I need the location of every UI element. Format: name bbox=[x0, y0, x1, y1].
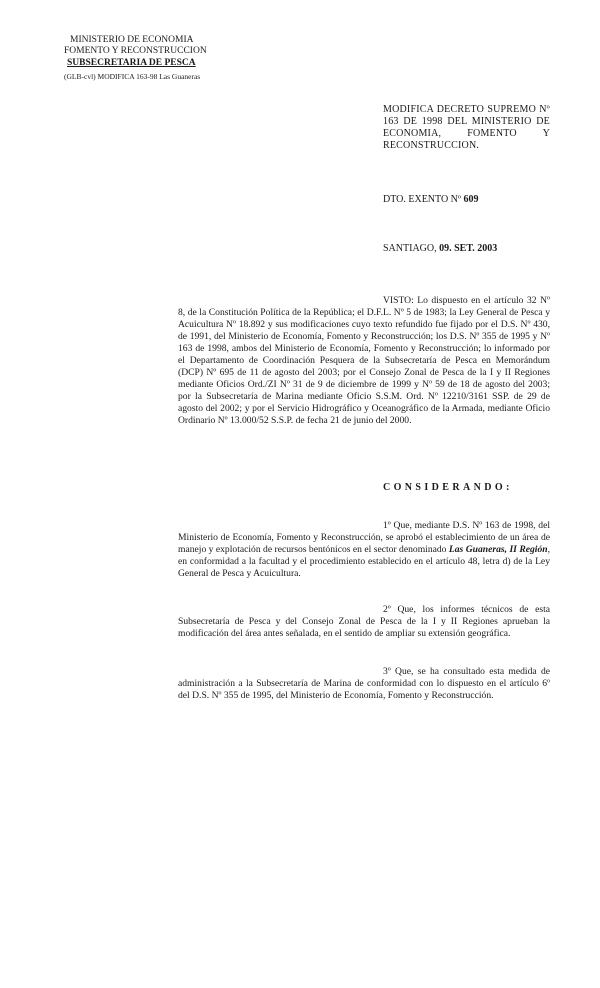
considerando-3-text: 3º Que, se ha consultado esta medida de administración a la Subsecretaría de Marina de conformidad con lo dispuesto en el artículo 6º del D.S. Nº 355 de 1995, del Ministerio de Economía, Fomento y Reconstrucción. bbox=[178, 666, 550, 701]
place: SANTIAGO, bbox=[383, 243, 437, 254]
document-reference: (GLB-cvl) MODIFICA 163-98 Las Guaneras bbox=[64, 72, 201, 81]
visto-paragraph bbox=[178, 295, 550, 427]
decree-value: 609 bbox=[463, 194, 479, 205]
place-date bbox=[383, 243, 497, 255]
considerando-2 bbox=[178, 604, 550, 640]
considerando-1-text-b: , en conformidad a la facultad y el procedimiento establecido en el artículo 48, letra d) de la Ley General de Pesca y Acuicultura. bbox=[178, 544, 550, 579]
ministry-name-line2: FOMENTO Y RECONSTRUCCION bbox=[64, 46, 207, 56]
considerando-heading: CONSIDERANDO: bbox=[383, 482, 513, 493]
subsecretaria-name: SUBSECRETARIA DE PESCA bbox=[67, 58, 196, 68]
considerando-1-place: Las Guaneras, II Región bbox=[448, 544, 548, 555]
considerando-3 bbox=[178, 666, 550, 702]
visto-text: VISTO: Lo dispuesto en el artículo 32 Nº 8, de la Constitución Política de la República; el D.F.L. Nº 5 de 1983; la Ley General de Pesca y Acuicultura Nº 18.892 y sus modificaciones cuyo texto refundido fue fijado por el D.S. Nº 430, de 1991, del Ministerio de Economía, Fomento y Reconstrucción; los D.S. Nº 355 de 1995 y Nº 163 de 1998, ambos del Ministerio de Economía, Fomento y Reconstrucción; lo informado por el Departamento de Coordinación Pesquera de la Subsecretaría de Pesca en Memorándum (DCP) Nº 695 de 11 de agosto del 2003; por el Consejo Zonal de Pesca de la I y II Regiones mediante Oficios Ord./ZI Nº 31 de 9 de diciembre de 1999 y Nº 59 de 18 de agosto del 2003; por la Subsecretaría de Marina mediante Oficio S.S.M. Ord. Nº 12210/3161 SSP. de 29 de agosto del 2002; y por el Servicio Hidrográfico y Oceanográfico de la Armada, mediante Oficio Ordinario Nº 13.000/52 S.S.P. de fecha 21 de junio del 2000. bbox=[178, 295, 550, 426]
decree-number bbox=[383, 194, 479, 206]
considerando-1-text-a: 1º Que, mediante D.S. Nº 163 de 1998, del Ministerio de Economía, Fomento y Reconstrucción, se aprobó el establecimiento de un área de manejo y explotación de recursos bentónicos en el sector denominado bbox=[178, 520, 550, 555]
decree-label: DTO. EXENTO Nº bbox=[383, 194, 462, 205]
date: 09. SET. 2003 bbox=[439, 243, 498, 254]
considerando-2-text: 2º Que, los informes técnicos de esta Subsecretaría de Pesca y del Consejo Zonal de Pesca de la I y II Regiones aprueban la modificación del área antes señalada, en el sentido de ampliar su extensión geográfica. bbox=[178, 604, 550, 639]
document-title: MODIFICA DECRETO SUPREMO Nº 163 DE 1998 DEL MINISTERIO DE ECONOMIA, FOMENTO Y RECONSTRUCCION. bbox=[383, 104, 550, 151]
ministry-name-line1: MINISTERIO DE ECONOMIA bbox=[70, 35, 194, 45]
considerando-1 bbox=[178, 520, 550, 580]
